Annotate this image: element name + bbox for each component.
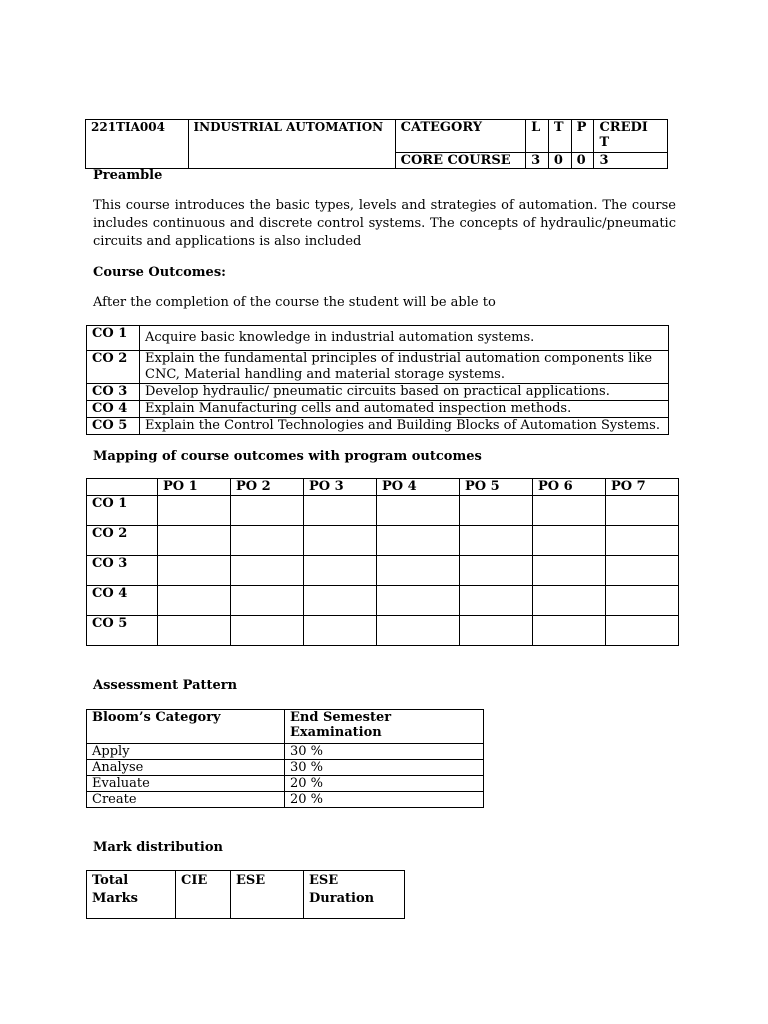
co-row-label: CO 3 [87,556,158,586]
l-label: L [526,120,549,153]
bloom-percent: 20 % [285,776,484,792]
marks-table [86,870,405,919]
category-value: CORE COURSE [395,153,525,169]
cie-header: CIE [176,871,231,919]
table-header-row [87,479,679,496]
co-id: CO 5 [87,418,140,435]
preamble-heading: Preamble [93,168,163,183]
end-semester-header: End Semester Examination [285,710,484,744]
co-id: CO 3 [87,384,140,401]
bloom-percent: 30 % [285,760,484,776]
ese-header: ESE [231,871,304,919]
t-label: T [548,120,571,153]
table-row [87,776,484,792]
table-row [87,760,484,776]
po-header: PO 1 [158,479,231,496]
table-row [87,384,669,401]
total-marks-header: Total Marks [87,871,176,919]
co-id: CO 2 [87,351,140,384]
co-row-label: CO 4 [87,586,158,616]
co-text: Explain the Control Technologies and Building Blocks of Automation Systems. [140,418,669,435]
po-header: PO 6 [533,479,606,496]
bloom-category: Apply [87,744,285,760]
preamble-text: This course introduces the basic types, levels and strategies of automation. The course includes continuous and discrete control systems. The concepts of hydraulic/pneumatic circuits and applications is also included [93,198,676,249]
table-row [87,401,669,418]
credit-value: 3 [594,153,668,169]
bloom-category: Evaluate [87,776,285,792]
table-row [87,616,679,646]
assessment-table [86,709,484,808]
course-code: 221TIA004 [86,120,189,169]
co-row-label: CO 1 [87,496,158,526]
co-text: Explain the fundamental principles of industrial automation components like CNC, Material handling and material storage systems. [140,351,669,384]
l-value: 3 [526,153,549,169]
table-row [87,871,405,919]
bloom-category: Create [87,792,285,808]
table-row [87,744,484,760]
table-row [87,586,679,616]
bloom-category-header: Bloom’s Category [87,710,285,744]
mapping-heading: Mapping of course outcomes with program outcomes [93,449,482,464]
table-row [87,792,484,808]
co-text: Explain Manufacturing cells and automated inspection methods. [140,401,669,418]
category-label: CATEGORY [395,120,525,153]
bloom-percent: 20 % [285,792,484,808]
po-header: PO 7 [606,479,679,496]
course-outcomes-table [86,325,669,435]
p-label: P [571,120,594,153]
course-title: INDUSTRIAL AUTOMATION [188,120,395,169]
co-text: Develop hydraulic/ pneumatic circuits based on practical applications. [140,384,669,401]
course-outcomes-heading: Course Outcomes: [93,265,226,280]
po-header: PO 4 [377,479,460,496]
co-text: Acquire basic knowledge in industrial automation systems. [140,326,669,351]
p-value: 0 [571,153,594,169]
assessment-heading: Assessment Pattern [93,678,238,693]
corner-cell [87,479,158,496]
table-row [87,496,679,526]
table-row [87,526,679,556]
po-header: PO 2 [231,479,304,496]
co-row-label: CO 2 [87,526,158,556]
table-row [87,418,669,435]
bloom-category: Analyse [87,760,285,776]
po-header: PO 5 [460,479,533,496]
co-id: CO 4 [87,401,140,418]
co-row-label: CO 5 [87,616,158,646]
course-header-table [85,119,668,169]
table-row [87,326,669,351]
bloom-percent: 30 % [285,744,484,760]
table-row [87,556,679,586]
marks-heading: Mark distribution [93,840,223,855]
mapping-table [86,478,679,646]
credit-label: CREDI T [594,120,668,153]
po-header: PO 3 [304,479,377,496]
table-header-row [87,710,484,744]
course-outcomes-intro: After the completion of the course the student will be able to [93,295,496,310]
table-row [87,351,669,384]
ese-duration-header: ESE Duration [304,871,405,919]
co-id: CO 1 [87,326,140,351]
t-value: 0 [548,153,571,169]
